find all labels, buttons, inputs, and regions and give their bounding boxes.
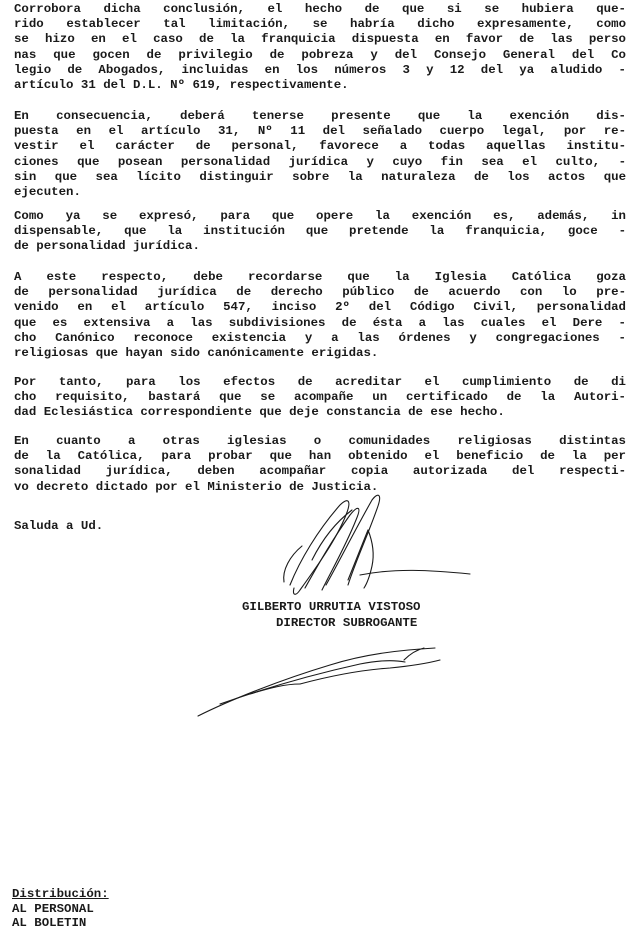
distribution-title: Distribución:	[12, 887, 109, 901]
text-line: ciones que posean personalidad jurídica y cuyo fin sea el culto, -	[14, 154, 626, 169]
text-line: En cuanto a otras iglesias o comunidades religiosas distintas	[14, 434, 626, 448]
text-line: vestir el carácter de personal, favorece a todas aquellas institu-	[14, 139, 626, 154]
paragraph-6	[14, 434, 626, 495]
paragraph-3	[14, 209, 626, 255]
text-line: sonalidad jurídica, deben acompañar copia autorizada del respecti-	[14, 464, 626, 479]
paragraph-5	[14, 375, 626, 421]
paragraph-1	[14, 2, 626, 93]
text-line: En consecuencia, deberá tenerse presente que la exención dis-	[14, 109, 626, 123]
distribution-item: AL BOLETIN	[12, 916, 87, 930]
text-line: puesta en el artículo 31, Nº 11 del señalado cuerpo legal, por re-	[14, 124, 626, 139]
text-line: que es extensiva a las subdivisiones de ésta a las cuales el Dere -	[14, 315, 626, 330]
distribution-item: AL PERSONAL	[12, 902, 94, 916]
text-line: de personalidad jurídica.	[14, 239, 200, 254]
text-line: Por tanto, para los efectos de acreditar el cumplimiento de di	[14, 375, 626, 389]
text-line: religiosas que hayan sido canónicamente erigidas.	[14, 345, 379, 360]
text-line: cho requisito, bastará que se acompañe un certificado de la Autori-	[14, 390, 626, 405]
text-line: cho Canónico reconoce existencia y a las órdenes y congregaciones -	[14, 330, 626, 345]
signatory-name: GILBERTO URRUTIA VISTOSO	[242, 600, 421, 614]
text-line: artículo 31 del D.L. Nº 619, respectivamente.	[14, 77, 349, 92]
text-line: Como ya se expresó, para que opere la exención es, además, in	[14, 209, 626, 223]
text-line: de la Católica, para probar que han obtenido el beneficio de la per	[14, 449, 626, 464]
text-line: A este respecto, debe recordarse que la Iglesia Católica goza	[14, 270, 626, 284]
text-line: vo decreto dictado por el Ministerio de Justicia.	[14, 479, 379, 494]
text-line: rido establecer tal limitación, se habría dicho expresamente, como	[14, 17, 626, 32]
text-line: sin que sea lícito distinguir sobre la naturaleza de los actos que	[14, 169, 626, 184]
text-line: dad Eclesiástica correspondiente que deje constancia de ese hecho.	[14, 405, 505, 420]
distribution-list	[12, 887, 109, 930]
text-line: de personalidad jurídica de derecho público de acuerdo con lo pre-	[14, 285, 626, 300]
text-line: venido en el artículo 547, inciso 2º del Código Civil, personalidad	[14, 300, 626, 315]
text-line: legio de Abogados, incluidas en los números 3 y 12 del ya aludido -	[14, 62, 626, 77]
text-line: dispensable, que la institución que pretende la franquicia, goce -	[14, 224, 626, 239]
paragraph-4	[14, 270, 626, 361]
text-line: nas que gocen de privilegio de pobreza y del Consejo General del Co	[14, 47, 626, 62]
closing-salute: Saluda a Ud.	[14, 519, 104, 533]
signatory-title: DIRECTOR SUBROGANTE	[276, 616, 418, 630]
text-line: Corrobora dicha conclusión, el hecho de que si se hubiera que-	[14, 2, 626, 16]
paragraph-2	[14, 109, 626, 200]
text-line: ejecuten.	[14, 184, 81, 199]
text-line: se hizo en el caso de la franquicia dispuesta en favor de las perso	[14, 32, 626, 47]
